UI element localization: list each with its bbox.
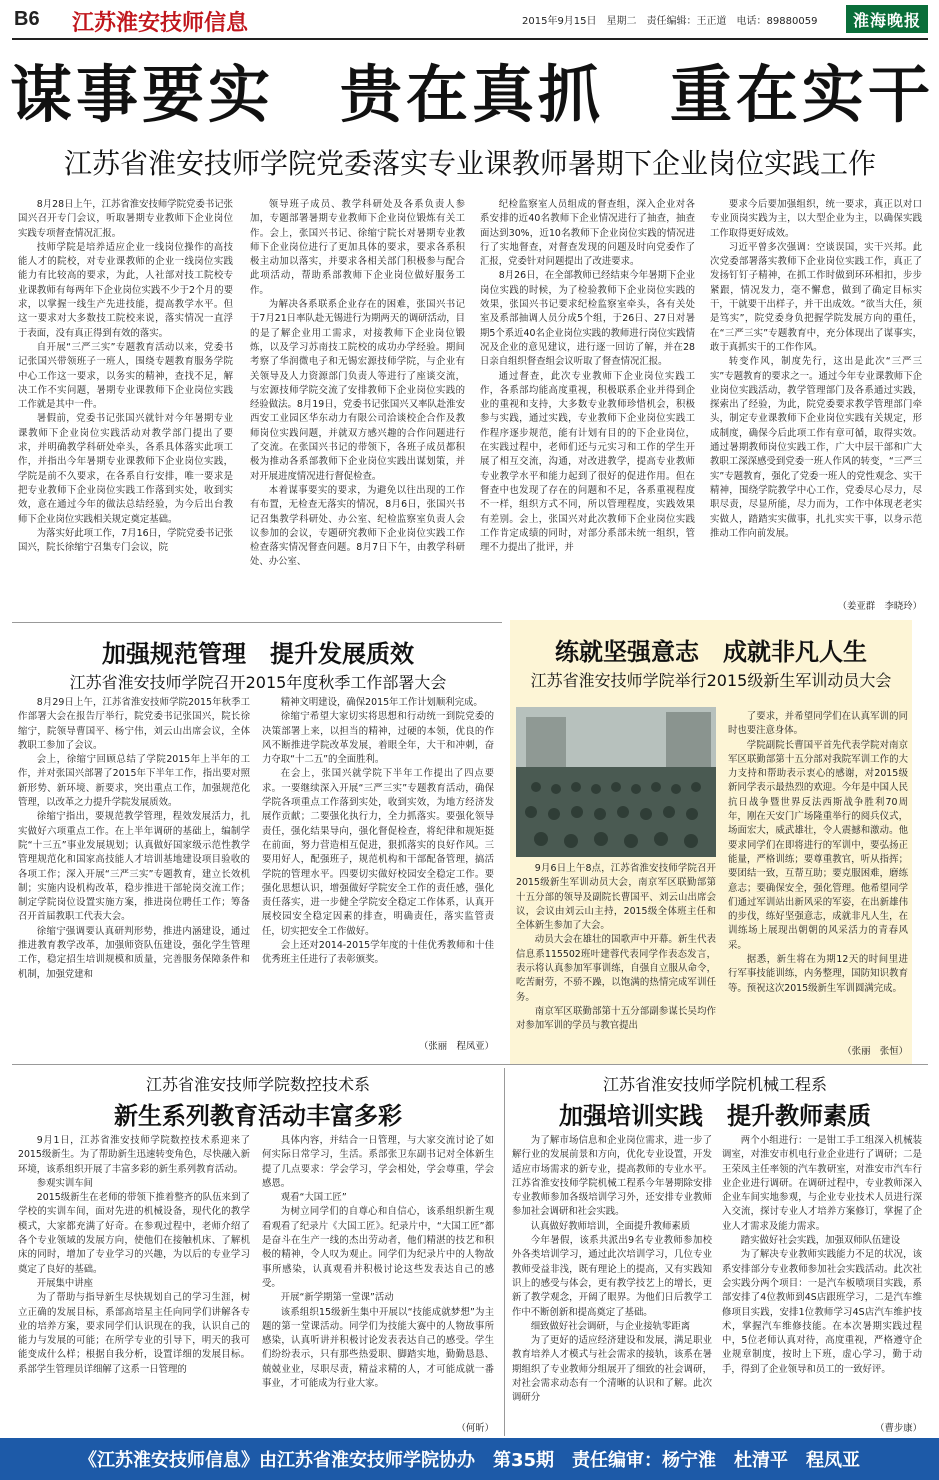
paragraph: 为了解市场信息和企业岗位需求，进一步了解行业的发展前景和方向，优化专业设置，开发适应市场需求的新专业，提高教师的专业水平。江苏省淮安技师学院机械工程系今年暑期除安排专业教师参加各级培训学习外，还安排专业教师参加社会调研和社会实践。 [512, 1135, 712, 1218]
paragraph: 两个小组进行：一是钳工手工组深入机械装调室，对淮安市机电行业企业进行了调研；二是王荣凤主任率领的汽车教研室，对淮安市汽车行业企业进行调研。在调研过程中，专业教师深入企业车间实地参观，与企业专业技术人员进行深入交流，探讨专业人才培养方案修订，掌握了企业人才需求及能力需求。 [722, 1135, 922, 1232]
header-divider [12, 38, 928, 40]
paragraph: 为落实好此项工作，7月16日，学院党委书记张国兴，院长徐缩宁召集专门会议，院 [18, 527, 233, 554]
paragraph: 要求今后要加强组织，统一要求，真正以对口专业顶岗实践为主，以大型企业为主，以确保实践工作取得更好成效。 [710, 199, 922, 239]
paragraph: 为了更好的适应经济建设和发展，满足职业教育培养人才模式与社会需求的接轨，该系在暑期组织了专业教师分组展开了细致的社会调研，对社会需求动态有一个清晰的认识和了解。此次调研分 [512, 1335, 712, 1404]
section-divider [12, 622, 502, 623]
story5-byline: （曹步康） [875, 1423, 922, 1434]
paragraph: 细致做好社会调研，与企业接轨零距离 [530, 1320, 691, 1332]
paragraph: 开展集中讲座 [36, 1277, 94, 1289]
story3-column-1 [516, 862, 716, 1058]
paragraph: 为树立同学们的自尊心和自信心，该系组织新生观看观看了纪录片《大国工匠》。纪录片中，“大国工匠”都是奋斗在生产一线的杰出劳动者，他们精湛的技艺和积极的精神，令人叹为观止。同学们为纪录片中的人物故事所感染，认真观看并积极讨论这些发表达自己的感受。 [262, 1206, 494, 1289]
main-byline: （姜亚群 李晓玲） [837, 601, 922, 612]
paragraph: 动员大会在雄壮的国歌声中开幕。新生代表信息系115502班叶建蓉代表同学作表态发言，表示将认真参加军事训练，自强自立服从命令，吃苦耐劳，不骄不躁，以饱满的热情完成军训任务。 [516, 934, 716, 1003]
paragraph: 今年暑假，该系共派出9名专业教师参加校外各类培训学习，通过此次培训学习，几位专业教师受益非浅，既有理论上的提高，又有实践知识上的感受与体会，更有教学技艺上的增长，更新了教学观念，开阔了眼界。为他们日后教学工作中不断创新和提高奠定了基础。 [512, 1235, 712, 1318]
paragraph: 技师学院是培养适应企业一线岗位操作的高技能人才的院校，对专业课教师的企业一线岗位实践能力有比较高的要求，为此，人社部对技工院校专业课教师有每两年下企业岗位实践不少于2个月的要求，以掌握一线生产先进技能，提高教学水平。但这一要求对大多数技工院校来说，落实情况一直浮于表面，没有真正得到有效的落实。 [18, 241, 233, 339]
photo-illustration [516, 707, 716, 857]
main-column-1 [18, 198, 233, 618]
section-divider-2 [12, 1064, 928, 1065]
story4-column-1 [18, 1134, 250, 1434]
paragraph: 在会上，张国兴就学院下半年工作提出了四点要求。一要继续深入开展“三严三实”专题教育活动，确保学院各项重点工作落到实处，收到实效，为地方经济发展作贡献；二要强化执行力，全力抓落实。要强化领导责任，强化结果导向，强化督促检查，将纪律和规矩挺在前面，努力营造相互促进，狠抓落实的良好作风。三要用好人，配强班子，规范机构和干部配备管理，搞活学院的管理水平。四要切实做好校园安全稳定工作。要强化思想认识，增强做好学院安全工作的责任感，强化责任落实，进一步健全学院安全稳定工作体系，认真开展校园安全稳定因素的排查，明确责任，落实监管责任，切实把安全工作做好。 [262, 768, 494, 937]
page-number: B6 [14, 8, 40, 30]
paragraph: 通过督查，此次专业教师下企业岗位实践工作，各系部均能高度重视，积极联系企业并得到企业的重视和支持，大多数专业教师珍惜机会，积极参与实践，通过实践，专业教师下企业岗位实践工作程序逐步规范，能有计划有目的的下企业岗位，在实践过程中，老师们还与元实习和工作的学生开展了相互交流，沟通，对改进教学，提高专业教师专业教学水平和能力起到了很好的促进作用。但在督查中也发现了存在的问题和不足，各系重视程度不一样，组织方式不同，所以管理程度，实践效果有差别。会上，张国兴对此次教师下企业岗位实践工作肯定成绩的同时，对部分系部未统一组织，管理不力提出了批评，并 [480, 370, 695, 554]
story5-column-1 [512, 1134, 712, 1434]
paragraph: 徐缩宁强调要认真研判形势，推进内涵建设，通过推进教育教学改革，加强师资队伍建设，强化学生管理工作，稳定招生培训规模和质量，完善服务保障条件和机制，加强党建和 [18, 925, 250, 980]
paragraph: 观看“大国工匠” [280, 1192, 347, 1204]
paragraph: 为了解决专业教师实践能力不足的状况，该系安排部分专业教师参加社会实践活动。此次社会实践分两个项目：一是汽车板喷项目实践，系部安排了4位教师到4S店跟班学习，二是汽车维修项目实践，安排1位教师学习4S店汽车维护技术，掌握汽车维修技能。在本次暑期实践过程中，5位老师认真对待，高度重视，严格遵守企业规章制度，按时上下班，虚心学习，勤于动手，得到了企业领导和员工的一致好评。 [722, 1249, 922, 1375]
story2-title: 加强规范管理 提升发展质效 [102, 640, 414, 668]
paragraph: 习近平曾多次强调：空谈误国，实干兴邦。此次党委部署落实教师下企业岗位实践工作，真正了发扬钉钉子精神，在抓工作时做到环环相扣，步步紧跟，情况发力，毫不懈怠，做到了确定目标实干，干就要干出样子，并干出成效。“欲当大任，须是笃实”，院党委身负把握学院发展方向的重任，在“三严三实”专题教育中，充分体现出了谋事实，敢于真抓实干的工作作风。 [710, 241, 922, 353]
paragraph: 转变作风，制度先行，这出是此次“三严三实”专题教育的要求之一。通过今年专业课教师下企业岗位实践活动，教学管理部门及各系通过实践，探索出了经验，为此，院党委要求教学管理部门牵头，制定专业课教师下企业岗位实践有关规定，形成制度，确保今后此项工作有章可循，取得实效。通过暑期教师岗位实践工作，广大中层干部和广大教职工深深感受到党委一班人作风的转变，“三严三实”专题教育，强化了党委一班人的党性观念、实干精神，围绕学院教学中心工作，党委尽心尽力，尽职尽责，尽显所能，尽力而为，工作中体现老老实实做人，踏踏实实做事，扎扎实实干事，以身示范推动工作向前发展。 [710, 356, 922, 539]
paragraph: 纪检监察室人员组成的督查组，深入企业对各系安排的近40名教师下企业情况进行了抽查，抽查面达到30%，近10名教师下企业岗位实践的情况进行了实地督查，对督查发现的问题及时向党委作了汇报，党委针对问题提出了改进要求。 [480, 199, 695, 268]
paragraph: 为了帮助与指导新生尽快规划自己的学习生涯，树立正确的发展目标，系部高培星主任向同学们讲解各专业的培养方案，要求同学们认识现在的我，认识自己的能力与发展的可能；在所学专业的引导下，明天的我可能变成什么样；根据自我分析，设置详细的发展目标。系部学生管理员详细解了这系一日管理的 [18, 1292, 250, 1375]
newspaper-logo: 淮海晚报 [846, 5, 928, 33]
paragraph: 会上还对2014-2015学年度的十佳优秀教师和十佳优秀班主任进行了表彰颁奖。 [262, 940, 494, 966]
story2-column-1 [18, 696, 250, 1052]
paragraph: 8月26日，在全部教师已经结束今年暑期下企业岗位实践的时候，为了检验教师下企业岗位实践的效果，张国兴书记要求纪检监察室牵头，各有关处室及系部抽调人员分成5个组，于26日、27日对暑期5个系近40名企业岗位实践的教师进行岗位实践情况及企业的意见建议，进行逐一回访了解，并在28日亲自组织督查组会议听取了督查情况汇报。 [480, 270, 695, 368]
story2-column-2 [262, 696, 494, 1036]
paragraph: 2015级新生在老师的带领下推着整齐的队伍来到了学校的实训车间，面对先进的机械设备，现代化的教学模式，大家都充满了好奇。在参观过程中，老师介绍了各个专业领域的发展方向，使他们在接触机床、了解机床的同时，增加了专业学习的兴趣，为以后的专业学习奠定了良好的基础。 [18, 1192, 250, 1275]
paragraph: 学院副院长曹国平首先代表学院对南京军区联勤部第十五分部对我院军训工作的大力支持和帮助表示衷心的感谢，对2015级新同学表示最热烈的欢迎。今年是中国人民抗日战争暨世界反法西斯战争胜利70周年，刚在天安门广场隆重举行的阅兵仪式，场面宏大，威武雄壮，令人震撼和激动。他要求同学们在即将进行的军训中，要弘扬正能量，严格训练；要尊重教官，听从指挥；要团结一致，互帮互助；要克服困难，磨练意志；要确保安全，强化管理。他希望同学们通过军训站出新风采的军姿，在出新雄伟的步伐，练好坚强意志，成就非凡人生，在训练场上展现出朝朝的风采活力的青春风采。 [728, 739, 908, 951]
main-headline: 谋事要实 贵在真抓 重在实干 [10, 58, 935, 131]
section-title: 江苏淮安技师信息 [72, 11, 249, 36]
paragraph: 据悉，新生将在为期12天的时间里进行军事技能训练，内务整理，国防知识教育等。预祝这次2015级新生军训圆满完成。 [728, 954, 908, 994]
main-column-2 [250, 198, 465, 618]
story2-byline: （张丽 程凤亚） [418, 1041, 494, 1052]
story5-column-2 [722, 1134, 922, 1420]
issue-meta: 2015年9月15日 星期二 责任编辑：王正道 电话：89880059 [522, 16, 818, 27]
paragraph: 了要求，并希望同学们在认真军训的同时也要注意身体。 [728, 711, 908, 737]
story4-label: 江苏省淮安技师学院数控技术系 [145, 1075, 370, 1094]
paragraph: 徐缩宁指出，要规范教学管理，程效发展活力，扎实做好六项重点工作。在上半年调研的基础上，编制学院“十三五”事业发展规划；认真做好国家级示范性教学管理规范化和国家高技能人才培训基地建设项目验收的各项工作；深入开展“三严三实”专题教育，建立长效机制；实施内设机构改革，稳步推进干部轮岗交流工作；制定学院岗位设置实施方案，推进岗位聘任工作；筹备召开首届教职工代表大会。 [18, 811, 250, 923]
story3-byline: （张丽 张恒） [842, 1046, 908, 1057]
military-training-photo [516, 707, 716, 857]
story3-title: 练就坚强意志 成就非凡人生 [555, 638, 867, 666]
paragraph: 踏实做好社会实践，加强双师队伍建设 [740, 1235, 901, 1247]
paragraph: 为解决各系联系企业存在的困难，张国兴书记于7月21日率队赴无锡进行为期两天的调研活动，目的是了解企业用工需求，对接教师下企业岗位锻炼，以及学习苏南技工院校的成功办学经验。期间考察了华润微电子和无锡宏源技师学院，与企业有关领导及人力资源部门负责人等进行了座谈交流，与宏源技师学院交流了安排教师下企业岗位实践的经验做法。8月19日，党委书记张国兴又率队赴淮安西安工业园区华东动力有限公司洽谈校企合作及教师岗位实践问题，并就双方感兴趣的合作问题进行了交流。在张国兴书记的带领下，各班子成员都积极为推动各系部教师下企业岗位实践出谋划策，并对开展进度情况进行督促检查。 [250, 299, 465, 482]
story2-subtitle: 江苏省淮安技师学院召开2015年度秋季工作部署大会 [69, 673, 447, 692]
paragraph: 南京军区联勤部第十五分部副参谋长吴均作对参加军训的学员与教官提出 [516, 1005, 716, 1032]
paragraph: 会上，徐缩宁回顾总结了学院2015年上半年的工作，并对张国兴部署了2015年下半年工作，指出要对照新形势、新环境、新要求，突出重点工作，加强规范化管理，以改革之力提升学院发展质效。 [18, 754, 250, 809]
main-subhead: 江苏省淮安技师学院党委落实专业课教师暑期下企业岗位实践工作 [63, 147, 876, 180]
paragraph: 9月1日，江苏省淮安技师学院数控技术系迎来了2015级新生。为了帮助新生迅速转变角色，尽快融入新环境，该系组织开展了丰富多彩的新生系列教育活动。 [18, 1135, 250, 1175]
main-column-3 [480, 198, 695, 618]
paragraph: 具体内容，并结合一日管理，与大家交流讨论了如何实际日常学习，生活。系部张卫东副书记对全体新生提了几点要求：学会学习，学会相处，学会尊重，学会感恩。 [262, 1135, 494, 1189]
story4-title: 新生系列教育活动丰富多彩 [114, 1102, 402, 1130]
story3-subtitle: 江苏省淮安技师学院举行2015级新生军训动员大会 [530, 671, 892, 690]
paragraph: 精神文明建设，确保2015年工作计划顺利完成。 [280, 697, 483, 708]
story4-column-2 [262, 1134, 494, 1420]
paragraph: 8月29日上午，江苏省淮安技师学院2015年秋季工作部署大会在报告厅举行，院党委书记张国兴，院长徐缩宁，院领导曹国平、杨宁伟，刘云山出席会议，全体教职工参加了会议。 [18, 697, 250, 751]
paragraph: 自开展“三严三实”专题教育活动以来，党委书记张国兴带领班子一班人，围绕专题教育服务学院中心工作这一要求，以务实的精神，查找不足，解决工作不实问题，暑期专业课教师下企业岗位实践工作就是其中一件。 [18, 341, 233, 411]
paragraph: 徐缩宁希望大家切实将思想和行动统一到院党委的决策部署上来，以担当的精神，过硬的本领，优良的作风不断推进学院改革发展，着眼全年，大干和冲刺，奋力夺取“十二五”的全面胜利。 [262, 711, 494, 766]
story4-byline: （何昕） [456, 1423, 494, 1434]
footer-text: 《江苏淮安技师信息》由江苏省淮安技师学院协办 第35期 责任编审：杨宁淮 杜清平 程凤亚 [78, 1450, 861, 1471]
paragraph: 参观实训车间 [36, 1177, 94, 1189]
paragraph: 开展“新学期第一堂课”活动 [280, 1292, 394, 1304]
story5-label: 江苏省淮安技师学院机械工程系 [602, 1075, 827, 1094]
paragraph: 本着谋事要实的要求，为避免以往出现的工作有布置，无检查无落实的情况，8月6日，张国兴书记召集教学科研处、办公室、纪检监察室负责人会议参加的会议，专题研究教师下企业岗位实践工作检查落实情况督查问题。8月7日下午，由教学科研处、办公室、 [250, 484, 465, 568]
paragraph: 领导班子成员、教学科研处及各系负责人参加，专题部署暑期专业教师下企业岗位锻炼有关工作。会上，张国兴书记、徐缩宁院长对暑期专业教师下企业岗位进行了更加具体的要求，要求各系积极主动加以落实，并要求各相关部门积极参与配合此项活动，帮助系部教师下企业岗位做好服务工作。 [250, 199, 465, 296]
paragraph: 8月28日上午，江苏省淮安技师学院党委书记张国兴召开专门会议，听取暑期专业教师下企业岗位实践专项督查情况汇报。 [18, 199, 233, 239]
paragraph: 该系组织15级新生集中开展以“技能成就梦想”为主题的第一堂课活动。同学们为技能大赛中的人物故事所感染，认真听讲并积极讨论发表表达自己的感受。学生们纷纷表示，只有那些热爱职、脚踏实地，勤勤恳恳、兢兢业业，尽职尽责，精益求精的人，才可能成就一番事业，才可能成为行业大家。 [262, 1306, 494, 1390]
story3-column-2 [728, 710, 908, 1042]
column-divider [504, 1068, 505, 1436]
paragraph: 9月6日上午8点，江苏省淮安技师学院召开2015级新生军训动员大会，南京军区联勤部第十五分部的领导及副院长曹国平、刘云山出席会议，会议由刘云山主持，2015级全体班主任和全体新生参加了大会。 [516, 863, 716, 932]
paragraph: 认真做好教师培训，全面提升教师素质 [530, 1220, 691, 1232]
paragraph: 暑假前，党委书记张国兴就针对今年暑期专业课教师下企业岗位实践活动对教学部门提出了要求，并明确教学科研处牵头，各系具体落实此项工作，并指出今年暑期专业课教师下企业岗位实践，学院是前不久要求，在各系自行安排，唯一要求是把专业教师下企业岗位实践工作落到实处，收到实效，意在通过今年的做法总结经验，为今后出台教师下企业岗位实践相关规定奠定基础。 [18, 413, 233, 525]
story5-title: 加强培训实践 提升教师素质 [559, 1102, 871, 1130]
main-column-4 [710, 198, 922, 598]
